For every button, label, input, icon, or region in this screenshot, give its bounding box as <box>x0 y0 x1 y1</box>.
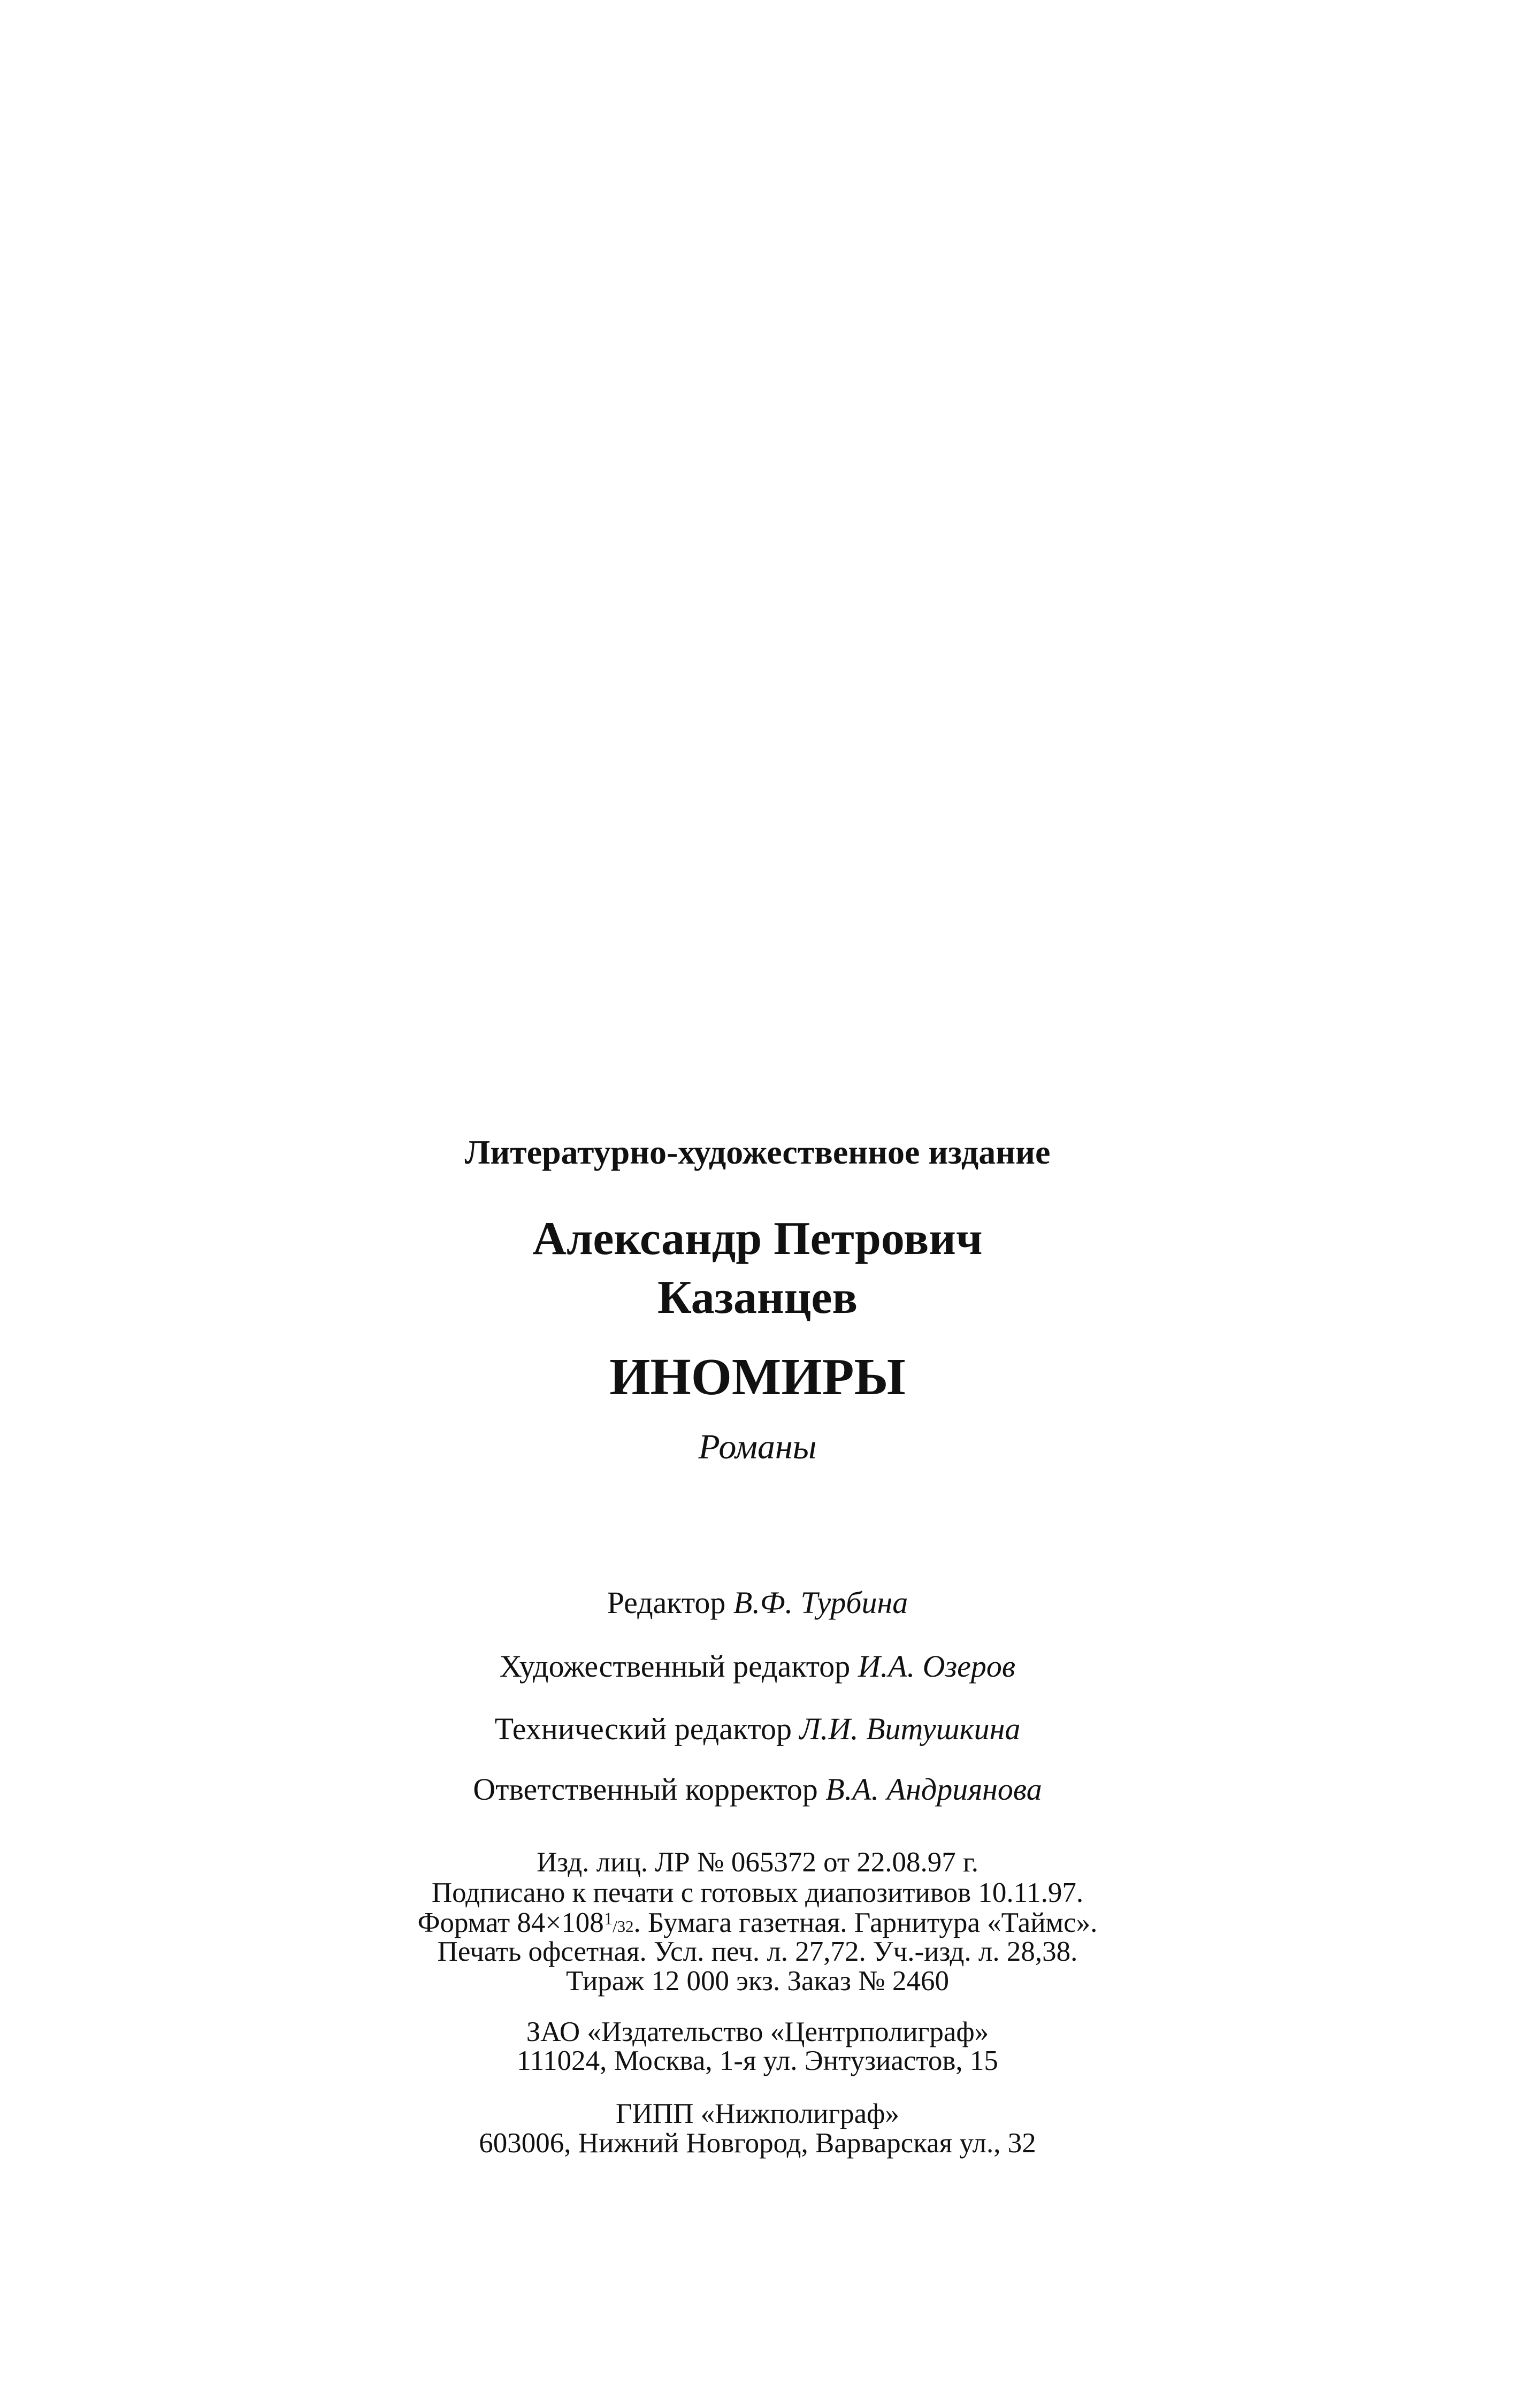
credit-person: Л.И. Витушкина <box>799 1711 1021 1746</box>
credit-role: Ответственный корректор <box>473 1772 818 1807</box>
imprint-license: Изд. лиц. ЛР № 065372 от 22.08.97 г. <box>536 1847 979 1878</box>
format-prefix: Формат 84×108 <box>417 1907 604 1938</box>
imprint-signed-to-print: Подписано к печати с готовых диапозитивов 10.11.97. <box>431 1877 1084 1908</box>
credit-proofreader <box>0 1774 1515 1805</box>
credit-person: И.А. Озеров <box>858 1649 1016 1684</box>
publisher-name: ЗАО «Издательство «Центрполиграф» <box>526 2016 989 2047</box>
credit-tech-editor <box>0 1711 1515 1746</box>
printer-name: ГИПП «Нижполиграф» <box>615 2098 900 2129</box>
credit-role: Художественный редактор <box>499 1649 851 1684</box>
format-suffix: . Бумага газетная. Гарнитура «Таймс». <box>633 1907 1098 1938</box>
credit-person: В.Ф. Турбина <box>733 1585 908 1620</box>
imprint-print-run: Тираж 12 000 экз. Заказ № 2460 <box>565 1966 950 1997</box>
author-name-last-line: Казанцев <box>657 1272 858 1324</box>
publisher-address: 111024, Москва, 1-я ул. Энтузиастов, 15 <box>517 2045 998 2076</box>
book-genre: Романы <box>698 1427 817 1466</box>
imprint-print-sheets: Печать офсетная. Усл. печ. л. 27,72. Уч.-изд. л. 28,38. <box>437 1936 1078 1967</box>
credit-role: Технический редактор <box>494 1711 792 1746</box>
credit-person: В.А. Андриянова <box>825 1772 1042 1807</box>
credit-art-editor <box>0 1651 1515 1682</box>
credit-role: Редактор <box>607 1585 726 1620</box>
imprint-format <box>0 1909 1515 1937</box>
format-superscript: 1 <box>603 1909 613 1929</box>
format-denominator: /32 <box>613 1917 634 1936</box>
book-title: ИНОМИРЫ <box>609 1348 906 1406</box>
credit-editor <box>0 1587 1515 1618</box>
printer-address: 603006, Нижний Новгород, Варварская ул., 32 <box>479 2128 1036 2159</box>
edition-type: Литературно-художественное издание <box>464 1133 1051 1171</box>
author-name-first-line: Александр Петрович <box>532 1213 983 1265</box>
